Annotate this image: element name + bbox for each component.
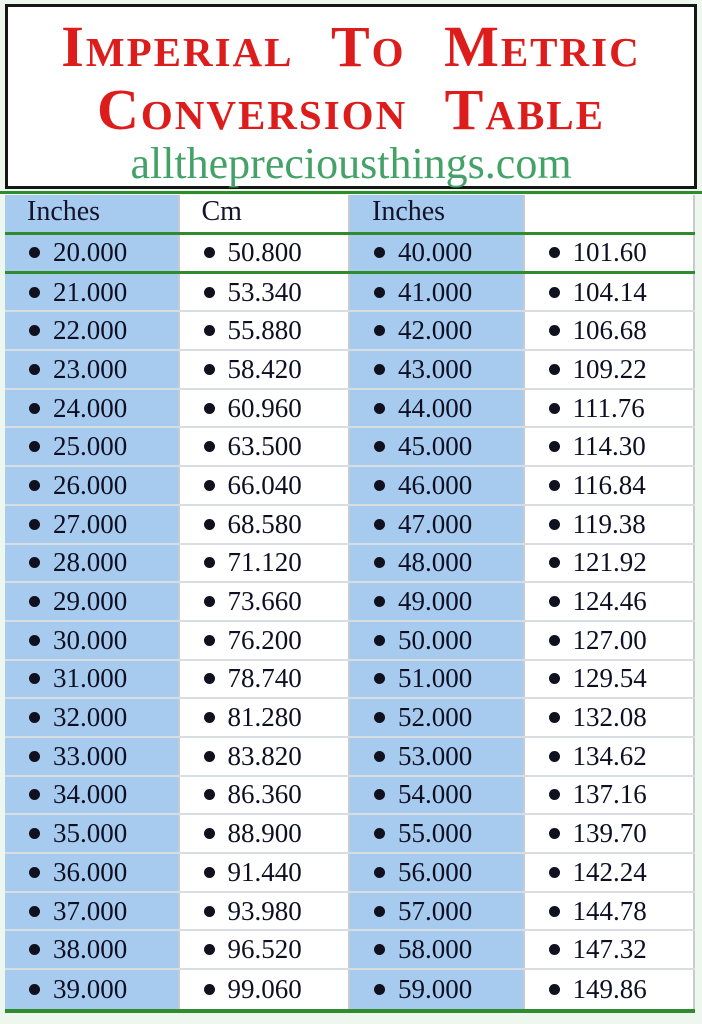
cell-value: 144.78 [572, 895, 647, 926]
table-cell [5, 583, 178, 620]
bullet-icon [29, 247, 40, 258]
bullet-icon [549, 325, 560, 336]
bullet-icon [29, 712, 40, 723]
table-row [5, 235, 695, 274]
table-cell [5, 235, 178, 271]
cell-value: 68.580 [227, 508, 302, 539]
table-row [5, 777, 695, 816]
cell-value: 66.040 [227, 469, 302, 500]
bullet-icon [29, 480, 40, 491]
cell-value: 88.900 [227, 818, 302, 849]
cell-value: 99.060 [227, 973, 302, 1004]
bullet-icon [549, 519, 560, 530]
table-cell [523, 467, 696, 504]
cell-value: 86.360 [227, 779, 302, 810]
table-row [5, 545, 695, 584]
bullet-icon [549, 673, 560, 684]
bullet-icon [549, 867, 560, 878]
table-cell [350, 815, 523, 852]
cell-value: 29.000 [53, 586, 128, 617]
table-row [5, 390, 695, 429]
bottom-divider [5, 1009, 695, 1013]
bullet-icon [374, 247, 385, 258]
table-cell [523, 661, 696, 698]
cell-value: 142.24 [572, 856, 647, 887]
table-cell [350, 390, 523, 427]
bullet-icon [29, 596, 40, 607]
table-cell [350, 351, 523, 388]
cell-value: 91.440 [227, 856, 302, 887]
cell-value: 73.660 [227, 586, 302, 617]
table-cell [350, 312, 523, 349]
cell-value: 114.30 [572, 431, 646, 462]
bullet-icon [204, 403, 215, 414]
table-cell [178, 428, 351, 465]
bullet-icon [549, 287, 560, 298]
bullet-icon [374, 635, 385, 646]
table-row [5, 699, 695, 738]
bullet-icon [204, 247, 215, 258]
table-cell [523, 351, 696, 388]
bullet-icon [549, 364, 560, 375]
top-divider [0, 191, 702, 194]
bullet-icon [204, 325, 215, 336]
table-cell [178, 777, 351, 814]
cell-value: 21.000 [53, 276, 128, 307]
conversion-table [5, 195, 695, 1009]
cell-value: 53.000 [398, 740, 473, 771]
bullet-icon [374, 441, 385, 452]
table-cell [5, 351, 178, 388]
cell-value: 44.000 [398, 392, 473, 423]
title-box [5, 4, 697, 189]
cell-value: 50.800 [227, 237, 302, 268]
cell-value: 60.960 [227, 392, 302, 423]
bullet-icon [29, 944, 40, 955]
cell-value: 35.000 [53, 818, 128, 849]
table-cell [523, 815, 696, 852]
bullet-icon [374, 751, 385, 762]
table-row [5, 815, 695, 854]
bullet-icon [549, 441, 560, 452]
cell-value: 93.980 [227, 895, 302, 926]
cell-value: 48.000 [398, 547, 473, 578]
table-cell [350, 274, 523, 311]
table-cell [5, 312, 178, 349]
table-cell [350, 893, 523, 930]
cell-value: 83.820 [227, 740, 302, 771]
cell-value: 20.000 [53, 237, 128, 268]
table-cell [523, 738, 696, 775]
bullet-icon [549, 480, 560, 491]
bullet-icon [374, 712, 385, 723]
cell-value: 33.000 [53, 740, 128, 771]
table-cell [5, 893, 178, 930]
table-cell [350, 931, 523, 968]
bullet-icon [374, 984, 385, 995]
bullet-icon [549, 789, 560, 800]
table-cell [350, 738, 523, 775]
bullet-icon [204, 480, 215, 491]
bullet-icon [374, 519, 385, 530]
table-row [5, 428, 695, 467]
cell-value: 124.46 [572, 586, 647, 617]
table-cell [5, 777, 178, 814]
cell-value: 26.000 [53, 469, 128, 500]
bullet-icon [374, 944, 385, 955]
table-cell [523, 312, 696, 349]
table-cell [523, 235, 696, 271]
cell-value: 78.740 [227, 663, 302, 694]
column-header-inches-right: Inches [350, 195, 523, 232]
cell-value: 49.000 [398, 586, 473, 617]
bullet-icon [29, 364, 40, 375]
table-cell [523, 699, 696, 736]
table-cell [178, 467, 351, 504]
bullet-icon [374, 867, 385, 878]
table-cell [178, 506, 351, 543]
cell-value: 22.000 [53, 315, 128, 346]
cell-value: 149.86 [572, 973, 647, 1004]
cell-value: 121.92 [572, 547, 647, 578]
table-row [5, 854, 695, 893]
bullet-icon [204, 557, 215, 568]
cell-value: 25.000 [53, 431, 128, 462]
bullet-icon [549, 944, 560, 955]
cell-value: 101.60 [572, 237, 647, 268]
cell-value: 56.000 [398, 856, 473, 887]
bullet-icon [549, 247, 560, 258]
bullet-icon [204, 635, 215, 646]
cell-value: 55.000 [398, 818, 473, 849]
cell-value: 40.000 [398, 237, 473, 268]
cell-value: 47.000 [398, 508, 473, 539]
table-cell [178, 351, 351, 388]
table-cell [178, 390, 351, 427]
table-cell [178, 274, 351, 311]
table-row [5, 931, 695, 970]
cell-value: 53.340 [227, 276, 302, 307]
table-cell [350, 661, 523, 698]
table-row [5, 506, 695, 545]
bullet-icon [29, 984, 40, 995]
column-header-cm-left: Cm [178, 195, 351, 232]
bullet-icon [374, 828, 385, 839]
bullet-icon [29, 441, 40, 452]
bullet-icon [29, 403, 40, 414]
table-cell [178, 931, 351, 968]
table-cell [350, 699, 523, 736]
table-cell [5, 622, 178, 659]
cell-value: 71.120 [227, 547, 302, 578]
cell-value: 23.000 [53, 353, 128, 384]
table-cell [178, 312, 351, 349]
cell-value: 111.76 [572, 392, 645, 423]
bullet-icon [374, 325, 385, 336]
bullet-icon [374, 789, 385, 800]
table-cell [350, 428, 523, 465]
bullet-icon [549, 751, 560, 762]
table-header-row [5, 195, 695, 232]
table-cell [350, 970, 523, 1009]
cell-value: 52.000 [398, 702, 473, 733]
table-cell [5, 428, 178, 465]
table-row [5, 351, 695, 390]
cell-value: 41.000 [398, 276, 473, 307]
table-cell [178, 661, 351, 698]
bullet-icon [204, 984, 215, 995]
table-cell [350, 467, 523, 504]
table-row [5, 312, 695, 351]
bullet-icon [204, 944, 215, 955]
cell-value: 58.000 [398, 934, 473, 965]
cell-value: 37.000 [53, 895, 128, 926]
table-cell [523, 390, 696, 427]
bullet-icon [374, 480, 385, 491]
cell-value: 59.000 [398, 973, 473, 1004]
bullet-icon [204, 364, 215, 375]
table-row [5, 467, 695, 506]
table-row [5, 893, 695, 932]
bullet-icon [374, 403, 385, 414]
cell-value: 39.000 [53, 973, 128, 1004]
cell-value: 96.520 [227, 934, 302, 965]
bullet-icon [204, 673, 215, 684]
table-cell [5, 738, 178, 775]
bullet-icon [374, 287, 385, 298]
bullet-icon [29, 828, 40, 839]
table-row [5, 622, 695, 661]
cell-value: 34.000 [53, 779, 128, 810]
cell-value: 28.000 [53, 547, 128, 578]
table-cell [178, 854, 351, 891]
cell-value: 58.420 [227, 353, 302, 384]
table-cell [178, 738, 351, 775]
table-cell [350, 777, 523, 814]
table-cell [5, 699, 178, 736]
cell-value: 134.62 [572, 740, 647, 771]
bullet-icon [204, 287, 215, 298]
table-cell [178, 622, 351, 659]
page-title-line2: Conversion Table [96, 77, 606, 142]
bullet-icon [374, 906, 385, 917]
bullet-icon [374, 557, 385, 568]
bullet-icon [29, 906, 40, 917]
bullet-icon [29, 325, 40, 336]
column-header-inches-left: Inches [5, 195, 178, 232]
bullet-icon [29, 519, 40, 530]
bullet-icon [204, 867, 215, 878]
table-cell [5, 390, 178, 427]
bullet-icon [204, 441, 215, 452]
table-cell [178, 235, 351, 271]
table-cell [5, 854, 178, 891]
cell-value: 46.000 [398, 469, 473, 500]
page-title-line1: Imperial To Metric [61, 14, 641, 79]
bullet-icon [29, 867, 40, 878]
table-cell [5, 970, 178, 1009]
table-cell [523, 854, 696, 891]
cell-value: 27.000 [53, 508, 128, 539]
bullet-icon [204, 906, 215, 917]
bullet-icon [204, 712, 215, 723]
cell-value: 45.000 [398, 431, 473, 462]
table-cell [523, 622, 696, 659]
cell-value: 104.14 [572, 276, 647, 307]
cell-value: 57.000 [398, 895, 473, 926]
cell-value: 132.08 [572, 702, 647, 733]
table-cell [5, 545, 178, 582]
bullet-icon [204, 828, 215, 839]
cell-value: 76.200 [227, 624, 302, 655]
table-row [5, 970, 695, 1009]
cell-value: 51.000 [398, 663, 473, 694]
bullet-icon [549, 596, 560, 607]
cell-value: 54.000 [398, 779, 473, 810]
bullet-icon [29, 751, 40, 762]
table-cell [523, 506, 696, 543]
cell-value: 42.000 [398, 315, 473, 346]
table-cell [178, 699, 351, 736]
cell-value: 63.500 [227, 431, 302, 462]
column-header-cm-right [523, 195, 696, 232]
table-cell [523, 931, 696, 968]
cell-value: 109.22 [572, 353, 647, 384]
table-cell [350, 545, 523, 582]
bullet-icon [374, 673, 385, 684]
cell-value: 31.000 [53, 663, 128, 694]
cell-value: 116.84 [572, 469, 646, 500]
cell-value: 106.68 [572, 315, 647, 346]
bullet-icon [549, 635, 560, 646]
table-cell [523, 428, 696, 465]
table-row [5, 738, 695, 777]
table-cell [523, 583, 696, 620]
table-cell [178, 583, 351, 620]
table-cell [523, 893, 696, 930]
cell-value: 30.000 [53, 624, 128, 655]
table-cell [178, 815, 351, 852]
table-cell [178, 893, 351, 930]
table-cell [350, 622, 523, 659]
bullet-icon [374, 596, 385, 607]
cell-value: 24.000 [53, 392, 128, 423]
cell-value: 55.880 [227, 315, 302, 346]
table-row [5, 274, 695, 313]
cell-value: 137.16 [572, 779, 647, 810]
table-cell [523, 777, 696, 814]
table-cell [5, 661, 178, 698]
cell-value: 32.000 [53, 702, 128, 733]
table-cell [5, 467, 178, 504]
table-cell [5, 931, 178, 968]
bullet-icon [549, 906, 560, 917]
cell-value: 50.000 [398, 624, 473, 655]
table-row [5, 661, 695, 700]
bullet-icon [549, 403, 560, 414]
bullet-icon [204, 751, 215, 762]
table-cell [350, 235, 523, 271]
bullet-icon [204, 596, 215, 607]
bullet-icon [549, 828, 560, 839]
cell-value: 129.54 [572, 663, 647, 694]
bullet-icon [29, 557, 40, 568]
website-url: allthepreciousthings.com [130, 139, 572, 188]
bullet-icon [549, 984, 560, 995]
bullet-icon [29, 635, 40, 646]
cell-value: 119.38 [572, 508, 646, 539]
table-cell [5, 815, 178, 852]
table-cell [523, 545, 696, 582]
table-cell [350, 506, 523, 543]
bullet-icon [374, 364, 385, 375]
cell-value: 36.000 [53, 856, 128, 887]
table-row [5, 583, 695, 622]
bullet-icon [549, 712, 560, 723]
cell-value: 127.00 [572, 624, 647, 655]
cell-value: 43.000 [398, 353, 473, 384]
bullet-icon [29, 789, 40, 800]
table-cell [523, 970, 696, 1009]
cell-value: 81.280 [227, 702, 302, 733]
table-cell [5, 274, 178, 311]
table-body [5, 235, 695, 1009]
cell-value: 139.70 [572, 818, 647, 849]
bullet-icon [549, 557, 560, 568]
cell-value: 38.000 [53, 934, 128, 965]
bullet-icon [204, 789, 215, 800]
table-cell [523, 274, 696, 311]
table-cell [350, 854, 523, 891]
table-cell [350, 583, 523, 620]
table-cell [178, 970, 351, 1009]
bullet-icon [29, 673, 40, 684]
cell-value: 147.32 [572, 934, 647, 965]
bullet-icon [29, 287, 40, 298]
bullet-icon [204, 519, 215, 530]
table-cell [5, 506, 178, 543]
table-cell [178, 545, 351, 582]
